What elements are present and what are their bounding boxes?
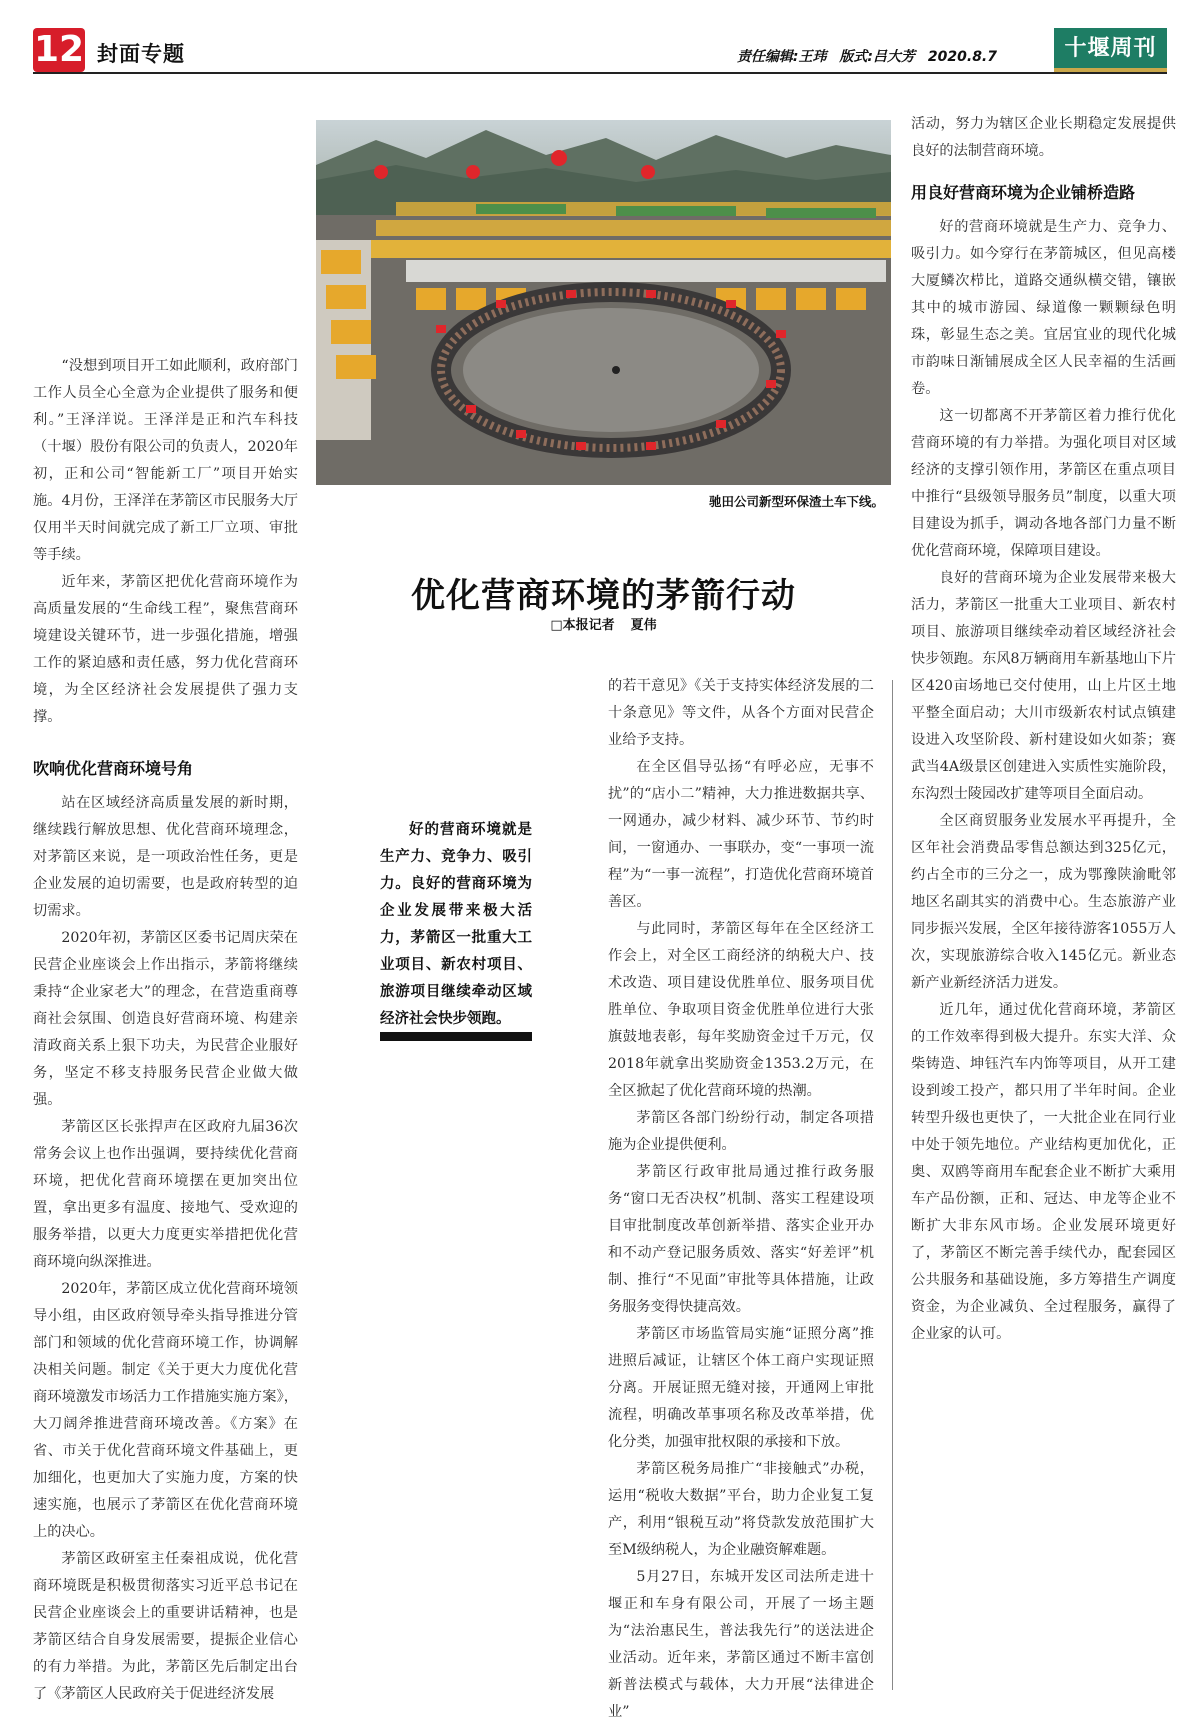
paragraph: 2020年初，茅箭区区委书记周庆荣在民营企业座谈会上作出指示，茅箭将继续秉持“企业家老大”的理念，在营造重商尊商社会氛围、创造良好营商环境、构建亲清政商关系上狠下功夫，为民营企业服好务，坚定不移支持服务民营企业做大做强。 [33,930,298,1108]
article-title: 优化营商环境的茅箭行动 [411,576,796,616]
article-photo [316,120,891,485]
paragraph: “没想到项目开工如此顺利，政府部门工作人员全心全意为企业提供了服务和便利。”王泽洋说。王泽洋是正和汽车科技（十堰）股份有限公司的负责人，2020年初，正和公司“智能新工厂”项目开始实施。4月份，王泽洋在茅箭区市民服务大厅仅用半天时间就完成了新工厂立项、审批等手续。 [33,358,298,563]
paragraph: 近年来，茅箭区把优化营商环境作为高质量发展的“生命线工程”，聚焦营商环境建设关键环节，进一步强化措施，增强工作的紧迫感和责任感，努力优化营商环境，为全区经济社会发展提供了强力支撑。 [33,574,298,725]
paragraph: 与此同时，茅箭区每年在全区经济工作会上，对全区工商经济的纳税大户、技术改造、项目建设优胜单位、服务项目优胜单位、争取项目资金优胜单位进行大张旗鼓地表彰，每年奖励资金过千万元，仅2018年就拿出奖励资金1353.2万元，在全区掀起了优化营商环境的热潮。 [608,921,874,1099]
paragraph: 2020年，茅箭区成立优化营商环境领导小组，由区政府领导牵头指导推进分管部门和领域的优化营商环境工作，协调解决相关问题。制定《关于更大力度优化营商环境激发市场活力工作措施实施方案》，大刀阔斧推进营商环境改善。《方案》在省、市关于优化营商环境文件基础上，更加细化，也更加大了实施力度，方案的快速实施，也展示了茅箭区在优化营商环境上的决心。 [33,1281,298,1540]
editor-credits [729,46,997,66]
paragraph: 全区商贸服务业发展水平再提升，全区年社会消费品零售总额达到325亿元，约占全市的三分之一，成为鄂豫陕渝毗邻地区名副其实的消费中心。生态旅游产业同步振兴发展，全区年接待游客1055万人次，实现旅游综合收入145亿元。新业态新产业新经济活力迸发。 [911,813,1176,991]
subheading: 吹响优化营商环境号角 [33,759,194,778]
paragraph: 茅箭区区长张捍声在区政府九届36次常务会议上也作出强调，要持续优化营商环境，把优化营商环境摆在更加突出位置，拿出更多有温度、接地气、受欢迎的服务举措，以更大力度更实举措把优化营商环境向纵深推进。 [33,1119,298,1270]
article-column-3 [911,111,1176,1348]
pull-quote-text: 好的营商环境就是生产力、竞争力、吸引力。良好的营商环境为企业发展带来极大活力，茅箭区一批重大工业项目、新农村项目、旅游项目继续牵动区域经济社会快步领跑。 [380,821,532,1027]
column-divider [892,680,893,1690]
paragraph: 茅箭区各部门纷纷行动，制定各项措施为企业提供便利。 [608,1110,874,1153]
article-column-2 [608,673,874,1726]
byline-reporter: □本报记者 [550,618,615,633]
page-number: 12 [33,29,85,70]
layout-editor: 版式:吕大芳 [839,49,916,65]
paragraph: 茅箭区政研室主任秦祖成说，优化营商环境既是积极贯彻落实习近平总书记在民营企业座谈会上的重要讲话精神，也是茅箭区结合自身发展需要，提振企业信心的有力举措。为此，茅箭区先后制定出台了《茅箭区人民政府关于促进经济发展 [33,1551,298,1702]
paragraph: 茅箭区税务局推广“非接触式”办税，运用“税收大数据”平台，助力企业复工复产，利用“银税互动”将贷款发放范围扩大至M级纳税人，为企业融资解难题。 [608,1461,874,1558]
photo-caption: 驰田公司新型环保渣土车下线。 [708,494,884,509]
paragraph: 好的营商环境就是生产力、竞争力、吸引力。如今穿行在茅箭城区，但见高楼大厦鳞次栉比，道路交通纵横交错，镶嵌其中的城市游园、绿道像一颗颗绿色明珠，彰显生态之美。宜居宜业的现代化城市韵味日渐铺展成全区人民幸福的生活画卷。 [911,219,1176,397]
byline [316,614,891,633]
editor-name: 责任编辑:王玮 [736,49,827,65]
pull-quote-bar [380,1032,532,1041]
paragraph: 近几年，通过优化营商环境，茅箭区的工作效率得到极大提升。东实大洋、众柴铸造、坤钰汽车内饰等项目，从开工建设到竣工投产，都只用了半年时间。企业转型升级也更快了，一大批企业在同行业中处于领先地位。产业结构更加优化，正奥、双鸥等商用车配套企业不断扩大乘用车产品份额，正和、冠达、申龙等企业不断扩大非东风市场。企业发展环境更好了，茅箭区不断完善手续代办，配套园区公共服务和基础设施，多方筹措生产调度资金，为企业减负、全过程服务，赢得了企业家的认可。 [911,1002,1176,1342]
paragraph: 的若干意见》《关于支持实体经济发展的二十条意见》等文件，从各个方面对民营企业给予支持。 [608,678,874,748]
paragraph: 茅箭区行政审批局通过推行政务服务“窗口无否决权”机制、落实工程建设项目审批制度改革创新举措、落实企业开办和不动产登记服务质效、落实“好差评”机制、推行“不见面”审批等具体措施，让政务服务变得快捷高效。 [608,1164,874,1315]
subheading: 用良好营商环境为企业铺桥造路 [911,183,1136,202]
masthead-logo: 十堰周刊 [1054,28,1167,72]
section-title: 封面专题 [97,42,185,66]
paragraph: 茅箭区市场监管局实施“证照分离”推进照后减证，让辖区个体工商户实现证照分离。开展证照无缝对接，开通网上审批流程，明确改革事项名称及改革举措，优化分类，加强审批权限的承接和下放。 [608,1326,874,1450]
page-header [33,28,1167,74]
paragraph: 活动，努力为辖区企业长期稳定发展提供良好的法制营商环境。 [911,116,1176,159]
issue-date: 2020.8.7 [927,49,997,65]
paragraph: 良好的营商环境为企业发展带来极大活力，茅箭区一批重大工业项目、新农村项目、旅游项目继续牵动着区域经济社会快步领跑。东风8万辆商用车新基地山下片区420亩场地已交付使用，山上片区土地平整全面启动；大川市级新农村试点镇建设进入攻坚阶段、新村建设如火如荼；赛武当4A级景区创建进入实质性实施阶段，东沟烈士陵园改扩建等项目全面启动。 [911,570,1176,802]
pull-quote [380,816,532,1032]
paragraph: 5月27日，东城开发区司法所走进十堰正和车身有限公司，开展了一场主题为“法治惠民生，普法我先行”的送法进企业活动。近年来，茅箭区通过不断丰富创新普法模式与载体，大力开展“法律进企业” [608,1569,874,1720]
header-rule [33,72,1167,74]
paragraph: 站在区域经济高质量发展的新时期，继续践行解放思想、优化营商环境理念，对茅箭区来说，是一项政治性任务，更是企业发展的迫切需要，也是政府转型的迫切需求。 [33,795,298,919]
paragraph: 在全区倡导弘扬“有呼必应，无事不扰”的“店小二”精神，大力推进数据共享、一网通办，减少材料、减少环节、节约时间，一窗通办、一事联办，变“一事项一流程”为“一事一流程”，打造优化营商环境首善区。 [608,759,874,910]
byline-name: 夏伟 [630,618,657,633]
article-column-1 [33,353,298,1708]
paragraph: 这一切都离不开茅箭区着力推行优化营商环境的有力举措。为强化项目对区域经济的支撑引领作用，茅箭区在重点项目中推行“县级领导服务员”制度，以重大项目建设为抓手，调动各地各部门力量不断优化营商环境，保障项目建设。 [911,408,1176,559]
